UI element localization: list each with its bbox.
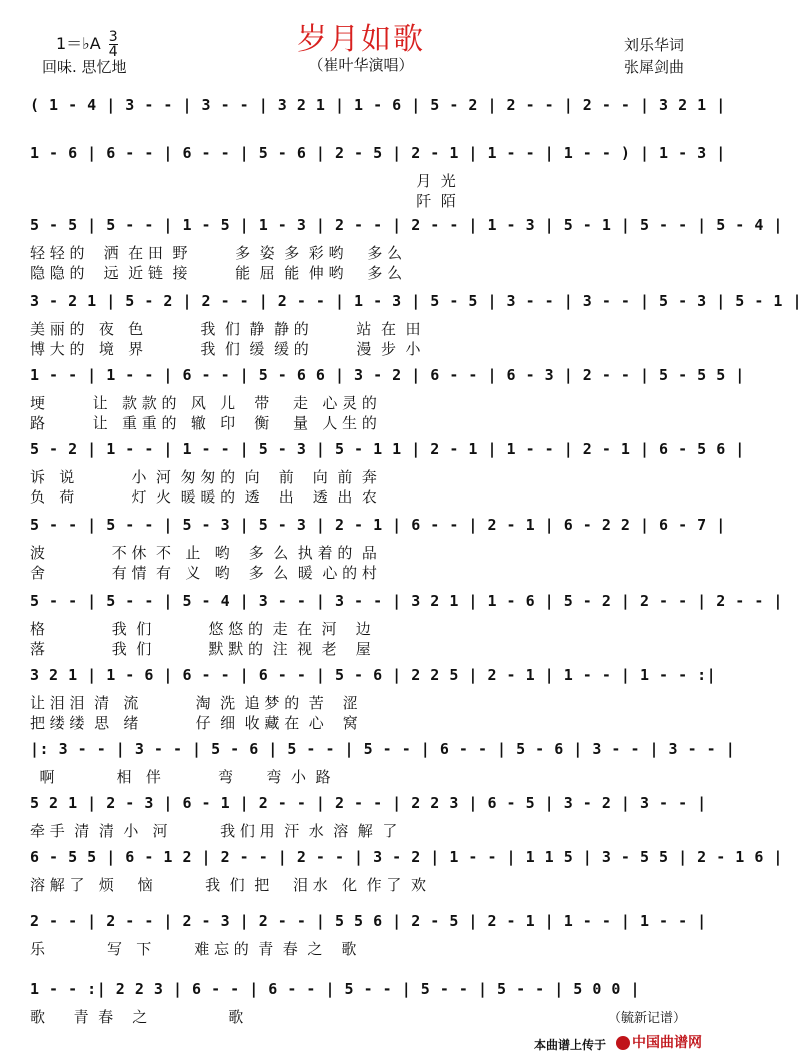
site-logo[interactable]	[616, 1032, 702, 1052]
lyric-line-verse2: 路 让 重 重 的 辙 印 衡 量 人 生 的	[30, 414, 377, 432]
composer-credit: 张犀剑曲	[623, 58, 684, 76]
notation-line: 2 - - | 2 - - | 2 - 3 | 2 - - | 5 5 6 | 2 - 5 | 2 - 1 | 1 - - | 1 - - |	[30, 912, 707, 930]
notation-line: 5 - - | 5 - - | 5 - 3 | 5 - 3 | 2 - 1 | 6 - - | 2 - 1 | 6 - 2 2 | 6 - 7 |	[30, 516, 726, 534]
notation-line: 3 2 1 | 1 - 6 | 6 - - | 6 - - | 5 - 6 | 2 2 5 | 2 - 1 | 1 - - | 1 - - :|	[30, 666, 717, 684]
lyric-line-verse1: 乐 写 下 难 忘 的 青 春 之 歌	[30, 940, 357, 958]
lyric-line-verse2: 负 荷 灯 火 暖 暖 的 透 出 透 出 农	[30, 488, 377, 506]
singer-credit: （崔叶华演唱）	[308, 56, 414, 74]
notation-line: |: 3 - - | 3 - - | 5 - 6 | 5 - - | 5 - - | 6 - - | 5 - 6 | 3 - - | 3 - - |	[30, 740, 736, 758]
lyric-line-verse1	[30, 122, 690, 144]
notation-line: 5 - 5 | 5 - - | 1 - 5 | 1 - 3 | 2 - - | 2 - - | 1 - 3 | 5 - 1 | 5 - - | 5 - 4 |	[30, 216, 783, 234]
lyric-line-verse2	[30, 958, 690, 980]
lyric-line-verse1: 溶 解 了 烦 恼 我 们 把 泪 水 化 作 了 欢	[30, 876, 426, 894]
notation-line: 3 - 2 1 | 5 - 2 | 2 - - | 2 - - | 1 - 3 | 5 - 5 | 3 - - | 3 - - | 5 - 3 | 5 - 1 |	[30, 292, 802, 310]
time-numerator: 3	[108, 29, 118, 45]
upload-note: 本曲谱上传于	[534, 1038, 607, 1052]
lyric-line-verse2: 落 我 们 默 默 的 注 视 老 屋	[30, 640, 371, 658]
lyric-line-verse1: 让 泪 泪 清 流 淘 洗 追 梦 的 苦 涩	[30, 694, 358, 712]
lyric-line-verse2: 博 大 的 境 界 我 们 缓 缓 的 漫 步 小	[30, 340, 421, 358]
lyric-line-verse1: 波 不 休 不 止 哟 多 么 执 着 的 品	[30, 544, 377, 562]
lyric-line-verse2: 把 缕 缕 思 绪 仔 细 收 藏 在 心 窝	[30, 714, 358, 732]
lyric-line-verse1: 歌 青 春 之 歌	[30, 1008, 244, 1026]
notation-line: 1 - - | 1 - - | 6 - - | 5 - 6 6 | 3 - 2 | 6 - - | 6 - 3 | 2 - - | 5 - 5 5 |	[30, 366, 745, 384]
song-title: 岁月如歌	[297, 22, 425, 57]
lyric-line-verse1: 月 光	[30, 172, 456, 190]
lyric-line-verse1: 美 丽 的 夜 色 我 们 静 静 的 站 在 田	[30, 320, 421, 338]
recorder-credit: （毓新记谱）	[607, 1011, 686, 1026]
lyric-line-verse2: 隐 隐 的 远 近 链 接 能 屈 能 伸 哟 多 么	[30, 264, 403, 282]
tempo-marking: 回味. 思忆地	[42, 58, 127, 76]
lyric-line-verse1: 诉 说 小 河 匆 匆 的 向 前 向 前 奔	[30, 468, 377, 486]
notation-line: 6 - 5 5 | 6 - 1 2 | 2 - - | 2 - - | 3 - 2 | 1 - - | 1 1 5 | 3 - 5 5 | 2 - 1 6 |	[30, 848, 783, 866]
key-text: 1＝♭A	[56, 34, 101, 53]
site-logo-icon	[616, 1036, 630, 1050]
lyric-line-verse2: 舍 有 情 有 义 哟 多 么 暖 心 的 村	[30, 564, 377, 582]
lyric-line-verse1: 轻 轻 的 洒 在 田 野 多 姿 多 彩 哟 多 么	[30, 244, 403, 262]
notation-line: 5 2 1 | 2 - 3 | 6 - 1 | 2 - - | 2 - - | 2 2 3 | 6 - 5 | 3 - 2 | 3 - - |	[30, 794, 707, 812]
lyric-line-verse1: 格 我 们 悠 悠 的 走 在 河 边	[30, 620, 371, 638]
site-name: 中国曲谱网	[632, 1035, 702, 1051]
lyric-line-verse1: 啊 相 伴 弯 弯 小 路	[30, 768, 331, 786]
lyric-line-verse1: 埂 让 款 款 的 风 儿 带 走 心 灵 的	[30, 394, 377, 412]
notation-line: 1 - 6 | 6 - - | 6 - - | 5 - 6 | 2 - 5 | 2 - 1 | 1 - - | 1 - - ) | 1 - 3 |	[30, 144, 726, 162]
lyricist-credit: 刘乐华词	[623, 36, 684, 54]
notation-line: 5 - - | 5 - - | 5 - 4 | 3 - - | 3 - - | 3 2 1 | 1 - 6 | 5 - 2 | 2 - - | 2 - - |	[30, 592, 783, 610]
lyric-line-verse2: 阡 陌	[30, 192, 456, 210]
time-denominator: 4	[108, 44, 118, 60]
key-signature	[56, 30, 118, 59]
notation-line: ( 1 - 4 | 3 - - | 3 - - | 3 2 1 | 1 - 6 | 5 - 2 | 2 - - | 2 - - | 3 2 1 |	[30, 96, 726, 114]
lyric-line-verse1: 牵 手 清 清 小 河 我 们 用 汗 水 溶 解 了	[30, 822, 398, 840]
notation-line: 5 - 2 | 1 - - | 1 - - | 5 - 3 | 5 - 1 1 | 2 - 1 | 1 - - | 2 - 1 | 6 - 5 6 |	[30, 440, 745, 458]
notation-line: 1 - - :| 2 2 3 | 6 - - | 6 - - | 5 - - | 5 - - | 5 - - | 5 0 0 |	[30, 980, 640, 998]
time-signature	[109, 30, 118, 59]
